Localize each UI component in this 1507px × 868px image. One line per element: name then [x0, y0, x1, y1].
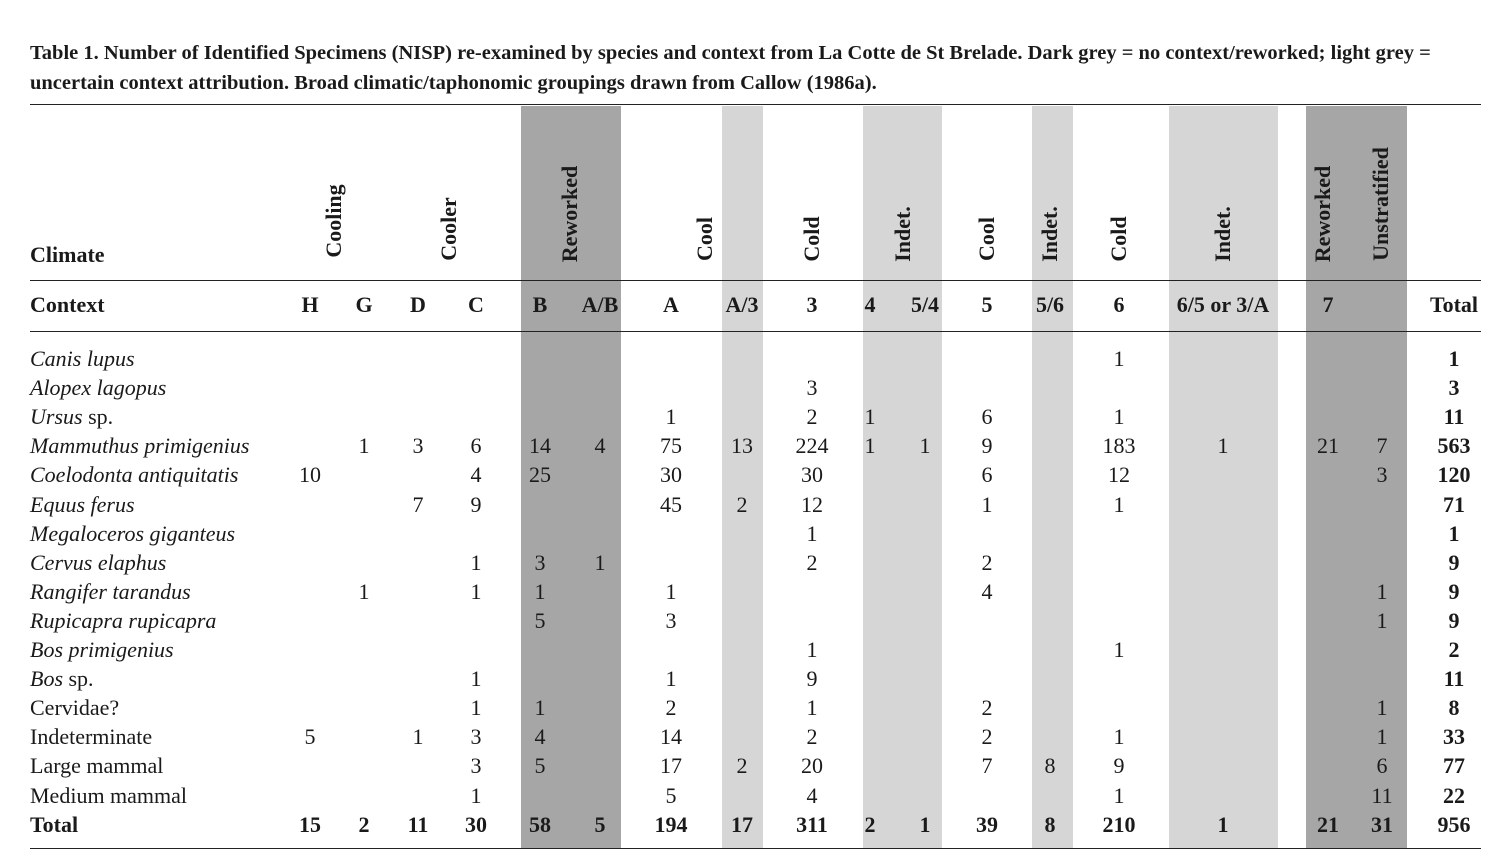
row-total: 71 [1443, 491, 1465, 517]
count-cell: 21 [1317, 433, 1339, 459]
count-cell: 2 [736, 491, 748, 517]
total-cell: 39 [976, 811, 998, 837]
climate-group-7: Indet. [1037, 206, 1062, 262]
count-cell: 12 [1108, 462, 1130, 488]
total-cell: 194 [654, 811, 688, 837]
context-10: 5/4 [910, 292, 940, 317]
count-cell: 13 [731, 433, 753, 459]
count-cell: 2 [665, 695, 677, 721]
count-cell: 1 [594, 549, 606, 575]
species-name: Indeterminate [30, 724, 153, 750]
genus-name: Bos [30, 666, 63, 692]
context-3: C [468, 292, 484, 317]
header-rule-1 [30, 280, 1481, 281]
species-name: Canis lupus [30, 346, 135, 371]
count-cell: 2 [736, 753, 748, 779]
species-name: Cervus elaphus [30, 549, 167, 575]
total-cell: 31 [1371, 811, 1393, 837]
count-cell: 1 [1376, 578, 1388, 604]
count-cell: 3 [806, 375, 818, 401]
climate-group-5: Indet. [890, 206, 915, 262]
context-6: A [663, 292, 679, 317]
table-row [0, 783, 1507, 812]
count-cell: 1 [1113, 637, 1125, 662]
row-total: 9 [1448, 549, 1460, 575]
count-cell: 1 [534, 578, 546, 604]
count-cell: 2 [981, 549, 993, 575]
count-cell: 3 [534, 549, 546, 575]
count-cell: 30 [801, 462, 823, 488]
count-cell: 4 [981, 578, 993, 604]
table-caption: Table 1. Number of Identified Specimens (NISP) re-examined by species and context from La Cotte de St Brelade. Dark grey = no context/reworked; light grey = uncertain context attribution. Broad climatic/taphonomic groupings drawn from Callow (1986a). [30, 42, 1431, 94]
table-row [0, 724, 1507, 753]
count-cell: 5 [534, 753, 546, 779]
context-0: H [301, 292, 319, 317]
table-row [0, 695, 1507, 724]
row-total: 77 [1443, 753, 1465, 779]
count-cell: 6 [981, 404, 993, 430]
count-cell: 2 [806, 724, 818, 750]
count-cell: 1 [981, 491, 993, 517]
table-row [0, 550, 1507, 579]
count-cell: 3 [412, 433, 424, 459]
count-cell: 75 [660, 433, 682, 459]
species-name: Alopex lagopus [30, 375, 167, 401]
table-row [0, 666, 1507, 695]
count-cell: 8 [1044, 753, 1056, 779]
total-row [0, 812, 1507, 841]
context-4: B [532, 292, 548, 317]
species-name: Medium mammal [30, 782, 188, 808]
count-cell: 1 [1217, 433, 1229, 459]
context-8: 3 [806, 292, 818, 317]
count-cell: 1 [864, 433, 876, 459]
count-cell: 20 [801, 753, 823, 779]
table-row [0, 579, 1507, 608]
row-total: 563 [1437, 433, 1471, 459]
species-name: Megaloceros giganteus [30, 520, 236, 546]
count-cell: 12 [801, 491, 823, 517]
count-cell: 1 [864, 404, 876, 430]
climate-group-8: Cold [1106, 216, 1131, 262]
total-cell: 1 [1217, 811, 1229, 837]
context-label: Context [30, 292, 105, 317]
count-cell: 10 [299, 462, 321, 488]
climate-group-4: Cold [799, 216, 824, 262]
count-cell: 7 [1376, 433, 1388, 459]
count-cell: 7 [412, 491, 424, 517]
row-total: 11 [1443, 666, 1465, 692]
count-cell: 1 [665, 404, 677, 430]
climate-group-11: Unstratified [1368, 147, 1393, 261]
context-15: 7 [1322, 292, 1334, 317]
total-cell: 2 [864, 811, 876, 837]
total-cell: 11 [407, 811, 429, 837]
species-name [30, 666, 94, 692]
row-total: 120 [1437, 462, 1471, 488]
count-cell: 1 [470, 666, 482, 692]
context-1: G [355, 292, 373, 317]
count-cell: 30 [660, 462, 682, 488]
climate-group-9: Indet. [1210, 206, 1235, 262]
count-cell: 4 [534, 724, 546, 750]
count-cell: 1 [806, 520, 818, 546]
total-cell: 210 [1102, 811, 1136, 837]
species-name: Large mammal [30, 753, 164, 779]
count-cell: 4 [806, 782, 818, 808]
count-cell: 45 [660, 491, 682, 517]
count-cell: 1 [534, 695, 546, 721]
context-header-row [0, 292, 1507, 324]
total-cell: 21 [1317, 811, 1339, 837]
row-total: 11 [1443, 404, 1465, 430]
count-cell: 9 [806, 666, 818, 692]
count-cell: 1 [665, 666, 677, 692]
context-9: 4 [864, 292, 876, 317]
species-name: Cervidae? [30, 695, 120, 721]
count-cell: 2 [806, 404, 818, 430]
table-row [0, 753, 1507, 782]
table-row [0, 608, 1507, 637]
climate-group-1: Cooler [436, 197, 461, 261]
climate-group-6: Cool [974, 217, 999, 261]
count-cell: 1 [470, 578, 482, 604]
count-cell: 1 [1113, 491, 1125, 517]
table-row [0, 492, 1507, 521]
count-cell: 2 [806, 549, 818, 575]
context-13: 6 [1113, 292, 1125, 317]
total-cell: 58 [529, 811, 551, 837]
count-cell: 1 [470, 782, 482, 808]
climate-label: Climate [30, 242, 105, 267]
row-total: 33 [1443, 724, 1465, 750]
context-12: 5/6 [1035, 292, 1065, 317]
species-suffix: sp. [82, 404, 114, 430]
context-5: A/B [581, 292, 619, 317]
count-cell: 17 [660, 753, 682, 779]
total-cell: 15 [299, 811, 321, 837]
species-name: Rangifer tarandus [30, 578, 191, 604]
row-total: 1 [1448, 520, 1460, 546]
count-cell: 9 [470, 491, 482, 517]
climate-group-0: Cooling [321, 184, 346, 258]
row-total: 8 [1448, 695, 1460, 721]
table-row [0, 375, 1507, 404]
species-name: Rupicapra rupicapra [30, 607, 217, 633]
count-cell: 183 [1102, 433, 1136, 459]
context-14: 6/5 or 3/A [1176, 292, 1270, 317]
bottom-rule [30, 848, 1481, 849]
context-7: A/3 [725, 292, 759, 317]
species-name: Coelodonta antiquitatis [30, 462, 239, 488]
total-cell: 17 [731, 811, 753, 837]
species-name: Bos primigenius [30, 637, 174, 662]
count-cell: 1 [1376, 695, 1388, 721]
table-row [0, 346, 1507, 375]
count-cell: 1 [358, 578, 370, 604]
total-cell: 1 [919, 811, 931, 837]
total-cell: 5 [594, 811, 606, 837]
count-cell: 11 [1371, 782, 1393, 808]
count-cell: 25 [529, 462, 551, 488]
total-cell: 956 [1437, 811, 1471, 837]
count-cell: 9 [981, 433, 993, 459]
count-cell: 6 [981, 462, 993, 488]
count-cell: 1 [1113, 346, 1125, 371]
total-label: Total [30, 811, 79, 837]
count-cell: 3 [470, 724, 482, 750]
count-cell: 3 [665, 607, 677, 633]
row-total: 2 [1448, 637, 1460, 662]
row-total: 9 [1448, 578, 1460, 604]
climate-group-3: Cool [692, 217, 717, 261]
species-suffix: sp. [63, 666, 94, 692]
count-cell: 224 [795, 433, 829, 459]
count-cell: 3 [1376, 462, 1388, 488]
total-cell: 311 [796, 811, 828, 837]
count-cell: 2 [981, 695, 993, 721]
count-cell: 1 [358, 433, 370, 459]
count-cell: 1 [470, 695, 482, 721]
species-name: Equus ferus [30, 491, 135, 517]
count-cell: 4 [470, 462, 482, 488]
count-cell: 1 [1113, 404, 1125, 430]
row-total: 3 [1448, 375, 1460, 401]
count-cell: 5 [534, 607, 546, 633]
table-row [0, 462, 1507, 491]
species-name: Mammuthus primigenius [30, 433, 250, 459]
count-cell: 5 [665, 782, 677, 808]
count-cell: 3 [470, 753, 482, 779]
count-cell: 1 [806, 695, 818, 721]
count-cell: 1 [1113, 782, 1125, 808]
row-total: 22 [1443, 782, 1465, 808]
count-cell: 1 [806, 637, 818, 662]
table-row [0, 521, 1507, 550]
count-cell: 5 [304, 724, 316, 750]
total-cell: 8 [1044, 811, 1056, 837]
total-cell: 2 [358, 811, 370, 837]
count-cell: 4 [594, 433, 606, 459]
table-row [0, 433, 1507, 462]
row-total: 9 [1448, 607, 1460, 633]
total-cell: 30 [465, 811, 487, 837]
table-row [0, 404, 1507, 433]
species-name [30, 404, 113, 430]
count-cell: 14 [660, 724, 682, 750]
climate-group-10: Reworked [1310, 165, 1335, 263]
context-11: 5 [981, 292, 993, 317]
count-cell: 1 [919, 433, 931, 459]
genus-name: Ursus [30, 404, 83, 430]
count-cell: 7 [981, 753, 993, 779]
count-cell: 1 [1376, 607, 1388, 633]
count-cell: 14 [529, 433, 551, 459]
count-cell: 1 [412, 724, 424, 750]
table-row [0, 637, 1507, 666]
header-rule-2 [30, 331, 1481, 332]
count-cell: 9 [1113, 753, 1125, 779]
count-cell: 1 [665, 578, 677, 604]
context-2: D [410, 292, 426, 317]
climate-group-2: Reworked [557, 165, 582, 263]
count-cell: 6 [1376, 753, 1388, 779]
row-total: 1 [1448, 346, 1460, 371]
count-cell: 1 [1113, 724, 1125, 750]
context-17: Total [1429, 292, 1479, 317]
count-cell: 1 [470, 549, 482, 575]
count-cell: 2 [981, 724, 993, 750]
count-cell: 1 [1376, 724, 1388, 750]
count-cell: 6 [470, 433, 482, 459]
